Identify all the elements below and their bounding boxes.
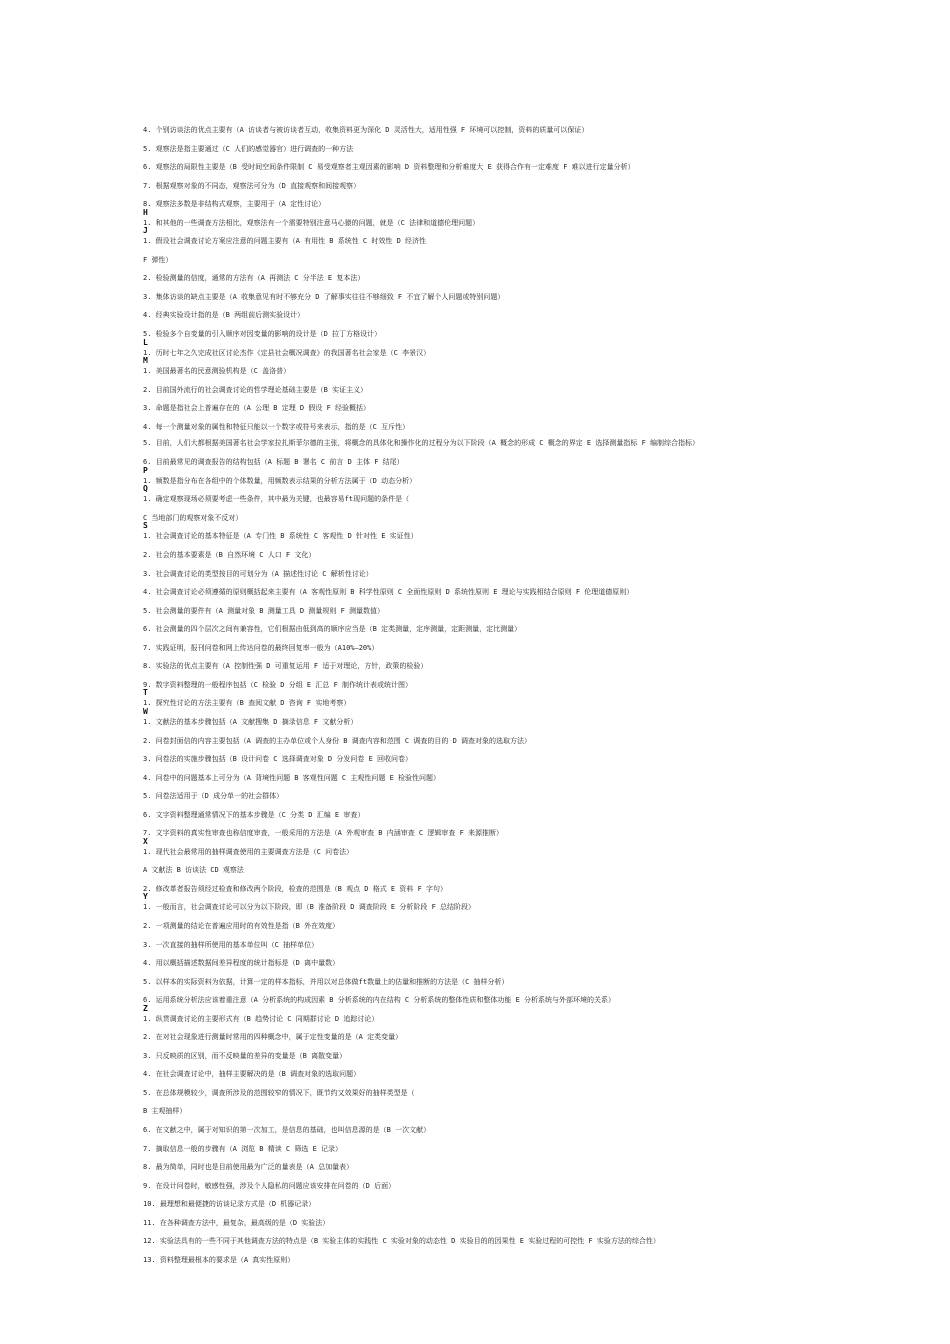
text-line: 7. 摘取信息一般的步骤有（A 浏览 B 精读 C 筛选 E 记录） [143, 1144, 343, 1153]
text-line: 7. 文字资料的真实性审查也称信度审查，一般采用的方法是（A 外观审查 B 内涵审查 C 逻辑审查 F 来源推断） [143, 829, 503, 838]
text-line: 5. 社会测量的要件有（A 测量对象 B 测量工具 D 测量规则 F 测量数值） [143, 606, 385, 615]
text-line: 8. 观察法多数是非结构式观察，主要用于（A 定性讨论） [143, 200, 326, 209]
section-letter-header: Z [143, 1003, 148, 1013]
text-line: 4. 每一个测量对象的属性和特征只能以一个数字或符号来表示，指的是（C 互斥性） [143, 422, 410, 431]
text-line: 9. 在设计问卷时，敏感性强，涉及个人隐私的问题应该安排在问卷的（D 后面） [143, 1181, 396, 1190]
text-line: 7. 根据观察对象的不同态，观察法可分为（D 直接观察和间接观察） [143, 181, 361, 190]
text-line: 5. 检验多个自变量的引入顺序对因变量的影响的设计是（D 拉丁方格设计） [143, 330, 382, 339]
text-line: 1. 一般而言，社会调查讨论可以分为以下阶段，即（B 准备阶段 D 调查阶段 E 分析阶段 F 总结阶段） [143, 903, 475, 912]
text-line: 9. 数字资料整理的一般程序包括（C 检验 D 分组 E 汇总 F 制作统计表或统计图） [143, 680, 413, 689]
text-line: 6. 目前最常见的调查报告的结构包括（A 标题 B 署名 C 前言 D 主体 F 结尾） [143, 458, 404, 467]
text-line: 5. 目前，人们大都根据美国著名社会学家拉扎斯菲尔德的主张，将概念的具体化和操作化的过程分为以下阶段（A 概念的形成 C 概念的界定 E 选择测量指标 F 编制综合指标） [143, 439, 699, 448]
text-line: 2. 一项测量的结论在普遍应用时的有效性是指（B 外在效度） [143, 921, 340, 930]
text-line: 1. 纵贯调查讨论的主要形式有（B 趋势讨论 C 同期群讨论 D 追踪讨论） [143, 1014, 379, 1023]
text-line: 5. 问卷法适用于（D 成分单一的社会群体） [143, 792, 284, 801]
text-line: 10. 最理想和最便捷的访谈记录方式是（D 机器记录） [143, 1200, 316, 1209]
text-line: 1. 社会调查讨论的基本特征是（A 专门性 B 系统性 C 客观性 D 针对性 E 实证性） [143, 532, 418, 541]
text-line: 1. 探究性讨论的方法主要有（B 查阅文献 D 咨询 F 实地考察） [143, 699, 351, 708]
text-line: 3. 一次直接的抽样所使用的基本单位叫（C 抽样单位） [143, 940, 319, 949]
text-line: 11. 在各种调查方法中，最复杂，最高级的是（D 实验法） [143, 1218, 330, 1227]
text-line: 4. 个别访谈法的优点主要有（A 访谈者与被访谈者互动，收集资料更为深化 D 灵活性大，适用性强 F 环境可以控制，资料的质量可以保证） [143, 126, 589, 134]
text-line: 3. 集体访谈的缺点主要是（A 收集意见有时不够充分 D 了解事实往往不够细致 F 不宜了解个人问题或特别问题） [143, 292, 505, 301]
text-line: 7. 实践证明，报刊问卷和网上传达问卷的最终回复率一般为（A10%—20%） [143, 643, 379, 652]
section-letter-header: J [143, 226, 148, 236]
text-line: 6. 社会测量的四个层次之间有兼容性，它们根据由低到高的顺序应当是（B 定类测量，定序测量，定距测量，定比测量） [143, 625, 522, 634]
text-line: 6. 运用系统分析法应该着重注意（A 分析系统的构成因素 B 分析系统的内在结构 C 分析系统的整体性质和整体功能 E 分析系统与外部环境的关系） [143, 996, 615, 1005]
section-letter-header: X [143, 836, 148, 846]
text-line: 4. 在社会调查讨论中，抽样主要解决的是（B 调查对象的选取问题） [143, 1070, 361, 1079]
text-line: 2. 修改革者报告须经过检查和修改两个阶段，检查的范围是（B 观点 D 格式 E 资料 F 字句） [143, 884, 447, 893]
section-letter-header: T [143, 688, 148, 698]
text-line: F 弹性） [143, 255, 173, 264]
text-line: 1. 频数是指分布在各组中的个体数量，用频数表示结果的分析方法属于（D 动态分析） [143, 476, 417, 485]
text-line: 1. 文献法的基本步骤包括（A 文献搜集 D 摘录信息 F 文献分析） [143, 717, 358, 726]
section-letter-header: H [143, 207, 148, 217]
text-line: 8. 实验法的优点主要有（A 控制性强 D 可重复运用 F 适于对理论，方针，政策的检验） [143, 662, 428, 671]
text-line: 1. 现代社会最常用的抽样调查使用的主要调查方法是（C 问卷法） [143, 847, 354, 856]
text-line: 5. 以样本的实际资料为依据，计算一定的样本指标，并用以对总体做ft数量上的估量和推断的方法是（C 抽样分析） [143, 977, 509, 986]
text-line: 12. 实验法具有的一些不同于其他调查方法的特点是（B 实验主体的实践性 C 实验对象的动态性 D 实验目的的因果性 E 实验过程的可控性 F 实验方法的综合性） [143, 1237, 660, 1246]
text-line: 1. 和其他的一些调查方法相比，观察法有一个需要特别注意马心猿的问题，就是（C 法律和道德伦理问题） [143, 218, 480, 227]
text-line: 1. 历时七年之久完成社区讨论杰作《定县社会概况调查》的我国著名社会家是（C 李景汉） [143, 348, 431, 357]
section-letter-header: Y [143, 892, 148, 902]
text-line: 3. 只反映质的区别，而不反映量的差异的变量是（B 离散变量） [143, 1051, 347, 1060]
text-line: 1. 美国最著名的民意测验机构是（C 盖洛普） [143, 367, 291, 376]
section-letter-header: S [143, 521, 148, 531]
text-line: 3. 社会调查讨论的类型按目的可划分为（A 描述性讨论 C 解析性讨论） [143, 569, 373, 578]
text-line: 4. 社会调查讨论必须遵循的原则概括起来主要有（A 客观性原则 B 科学性原则 C 全面性原则 D 系统性原则 E 理论与实践相结合原则 F 伦理道德原则） [143, 588, 634, 597]
text-line: 3. 问卷法的实施步骤包括（B 设计问卷 C 选择调查对象 D 分发问卷 E 回收问卷） [143, 755, 413, 764]
text-line: 2. 在对社会现象进行测量时常用的四种概念中，属于定性变量的是（A 定类变量） [143, 1033, 403, 1042]
document-page [143, 124, 833, 1272]
text-line: 2. 问卷封面信的内容主要包括（A 调查的主办单位或个人身份 B 调查内容和范围 C 调查的目的 D 调查对象的选取方法） [143, 736, 531, 745]
text-line: 2. 检验测量的信度，通常的方法有（A 再测法 C 分半法 E 复本法） [143, 274, 365, 283]
text-line: A 文献法 B 访谈法 CD 观察法 [143, 866, 244, 875]
text-line: 4. 经典实验设计指的是（B 两组前后测实验设计） [143, 311, 305, 320]
text-line: C 当地部门的观察对象不反对） [143, 513, 243, 522]
text-line: 8. 最为简单，同时也是目前使用最为广泛的量表是（A 总加量表） [143, 1163, 354, 1172]
text-line: 4. 问卷中的问题基本上可分为（A 背境性问题 B 客观性问题 C 主观性问题 E 检验性问题） [143, 773, 440, 782]
text-line: 4. 用以概括描述数据间差异程度的统计指标是（D 离中量数） [143, 959, 340, 968]
text-line: 2. 目前国外流行的社会调查讨论的哲学理论基础主要是（B 实证主义） [143, 385, 368, 394]
section-letter-header: P [143, 465, 148, 475]
text-line: 3. 命题是指社会上普遍存在的（A 公理 B 定理 D 假设 F 经验概括） [143, 404, 371, 413]
text-line: 13. 资料整理最根本的要求是（A 真实性原则） [143, 1255, 295, 1264]
text-line: 5. 在总体规模较少，调查所涉及的范围较窄的情况下，既节约又效果好的抽样类型是（ [143, 1088, 415, 1097]
section-letter-header: W [143, 706, 148, 716]
text-line: 1. 确定观察现场必须要考虑一些条件，其中最为关键，也最容易ft现问题的条件是（ [143, 495, 410, 504]
text-line: 6. 观察法的局限性主要是（B 受时间空间条件限制 C 易受观察者主观因素的影响 D 资料整理和分析难度大 E 获得合作有一定难度 F 难以进行定量分析） [143, 163, 635, 172]
section-letter-header: Q [143, 484, 148, 494]
text-line: 1. 假设社会调查讨论方案应注意的问题主要有（A 有用性 B 系统性 C 时效性 D 经济性 [143, 237, 426, 246]
section-letter-header: L [143, 337, 148, 347]
text-line: 5. 观察法是指主要通过（C 人们的感觉器官）进行调查的一种方法 [143, 144, 354, 153]
text-line: 6. 在文献之中，属于对知识的第一次加工，是信息的基础，也叫信息源的是（B 一次文献） [143, 1125, 431, 1134]
text-line: B 主观抽样） [143, 1107, 187, 1116]
section-letter-header: M [143, 356, 148, 366]
text-line: 6. 文字资料整理通常情况下的基本步骤是（C 分类 D 汇编 E 审查） [143, 810, 365, 819]
text-line: 2. 社会的基本要素是（B 自然环境 C 人口 F 文化） [143, 551, 316, 560]
